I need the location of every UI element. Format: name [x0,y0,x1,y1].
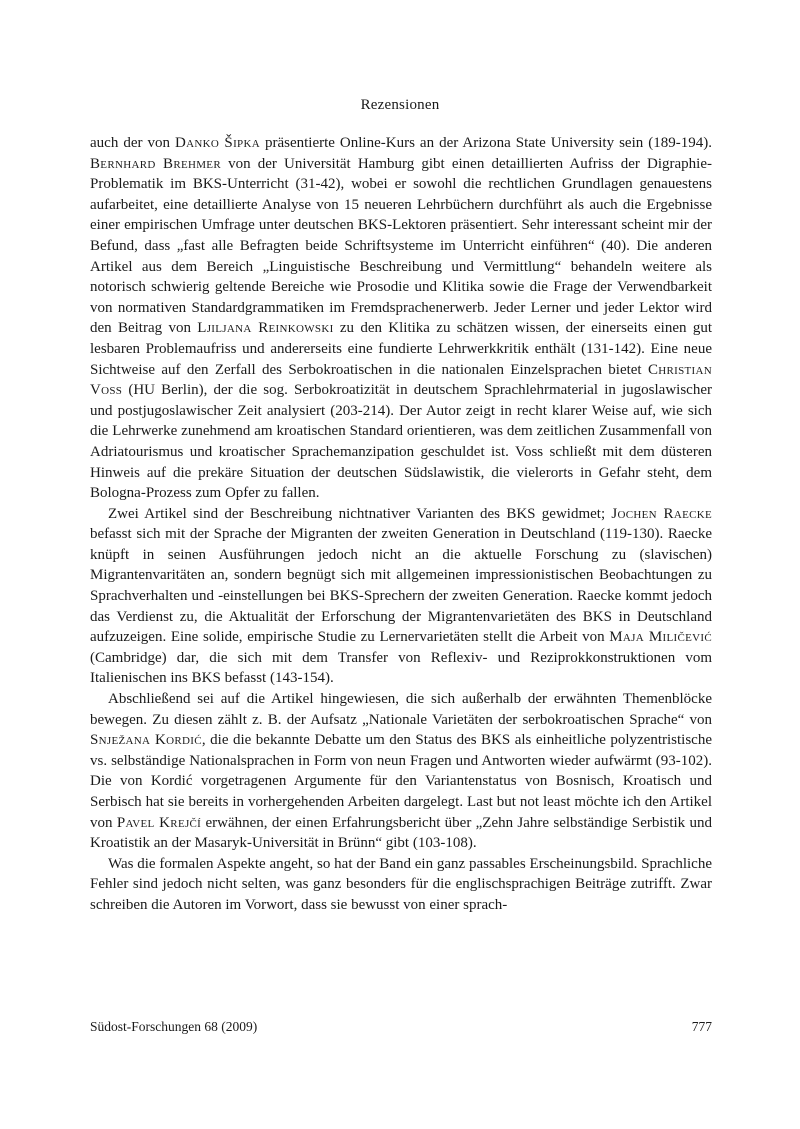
text-run: Zwei Artikel sind der Beschreibung nichtnativer Varianten des BKS gewidmet; [108,505,612,522]
author-name: Snježana Kordić [90,732,202,749]
text-run: erwähnen, der einen Erfahrungsbericht über „Zehn Jahre selbständige Serbistik und Kroatistik an der Masaryk-Universität in Brünn“ gibt (103-108). [90,814,712,852]
author-name: Maja Miličević [609,629,713,646]
author-name: Ljiljana Reinkowski [197,320,334,337]
text-run: auch der von [90,135,176,151]
running-title: Rezensionen [360,97,440,113]
author-name: Jochen Raecke [611,505,712,522]
text-run: von der Universität Hamburg gibt einen detaillierten Aufriss der Digraphie-Problematik im BKS-Unterricht (31-42), wobei er sowohl die rechtlichen Grundlagen genauestens aufarbeitet, eine detaillierte Analyse von 15 neueren Lehrbüchern durchführt als auch die Ergebnisse einer empirischen Umfrage unter deutschen BKS-Lektoren präsentiert. Sehr interessant scheint mir der Befund, dass „fast alle Befragten beide Schriftsysteme im Unterricht einführen“ (40). Die anderen Artikel aus dem Bereich „Linguistische Beschreibung und Vermittlung“ behandeln weitere als notorisch schwierig geltende Bereiche wie Prosodie und Klitika sowie die Frage der Verwendbarkeit von normativen Standardgrammatiken im Fremdsprachenerwerb. Jeder Lerner und jeder Lektor wird den Beitrag von [90,155,712,337]
text-run: Was die formalen Aspekte angeht, so hat der Band ein ganz passables Erscheinungsbild. Sprachliche Fehler sind jedoch nicht selten, was ganz besonders für die englischsprachigen Beiträge zutrifft. Zwar schreiben die Autoren im Vorwort, dass sie bewusst von einer sprach- [90,855,712,913]
author-name: Danko Šipka [175,135,260,151]
paragraph-1 [90,133,712,504]
text-run: , die die bekannte Debatte um den Status des BKS als einheitliche polyzentristische vs. selbständige Nationalsprachen in Form von neun Fragen und Antworten wieder aufwärmt (93-102). Die von Kordić vorgetragenen Argumente für den Variantenstatus von Bosnisch, Kroatisch und Serbisch hat sie bereits in vorhergehenden Arbeiten dargelegt. Last but not least möchte ich den Artikel von [90,732,713,831]
page-number: 777 [691,1019,712,1034]
text-run: präsentierte Online-Kurs an der Arizona State University sein (189-194). [259,135,713,151]
text-run: (Cambridge) dar, die sich mit dem Transfer von Reflexiv- und Reziprokkonstruktionen vom Italienischen ins BKS befasst (143-154). [90,649,712,687]
author-name: Pavel Krejčí [116,814,202,831]
review-body [90,133,712,916]
text-run: zu den Klitika zu schätzen wissen, der einerseits einen gut lesbaren Problemaufriss und andererseits eine fundierte Lehrwerkkritik enthält (131-142). Eine neue Sichtweise auf den Zerfall des Serbokroatischen in die nationalen Einzelsprachen bietet [90,320,712,378]
author-name: Christian Voss [90,361,712,399]
text-run: befasst sich mit der Sprache der Migranten der zweiten Generation in Deutschland (119-130). Raecke knüpft in seinen Ausführungen jedoch nicht an die aktuelle Forschung zu (slavischen) Migrantenvaritäten an, sondern begnügt sich mit allgemeinen impressionistischen Beobachtungen zu Sprachverhalten und -einstellungen bei BKS-Sprechern der zweiten Generation. Raecke kommt jedoch das Verdienst zu, die Aktualität der Erforschung der Migrantenvarietäten des BKS in Deutschland aufzuzeigen. Eine solide, empirische Studie zu Lernervarietäten stellt die Arbeit von [90,526,712,646]
paragraph-2 [90,504,712,689]
paragraph-4 [90,854,712,916]
author-name: Bernhard Brehmer [90,155,221,172]
text-run: Abschließend sei auf die Artikel hingewiesen, die sich außerhalb der erwähnten Themenblöcke bewegen. Zu diesen zählt z. B. der Aufsatz „Nationale Varietäten der serbokroatischen Sprache“ von [90,691,712,728]
paragraph-3 [90,689,712,854]
journal-citation: Südost-Forschungen 68 (2009) [90,1019,258,1034]
text-run: (HU Berlin), der die sog. Serbokroatizität in deutschem Sprachlehrmaterial in jugoslawischer und postjugoslawischer Zeit analysiert (203-214). Der Autor zeigt in recht klarer Weise auf, wie sich die Lehrwerke zunehmend am kroatischen Standard orientieren, was dem zeitlichen Zusammenfall von Adriatourismus und kroatischer Sprachemanzipation geschuldet ist. Voss schließt mit dem düsteren Hinweis auf die prekäre Situation der deutschen Südslawistik, die vielerorts in Gefahr steht, dem Bologna-Prozess zum Opfer zu fallen. [90,382,712,502]
